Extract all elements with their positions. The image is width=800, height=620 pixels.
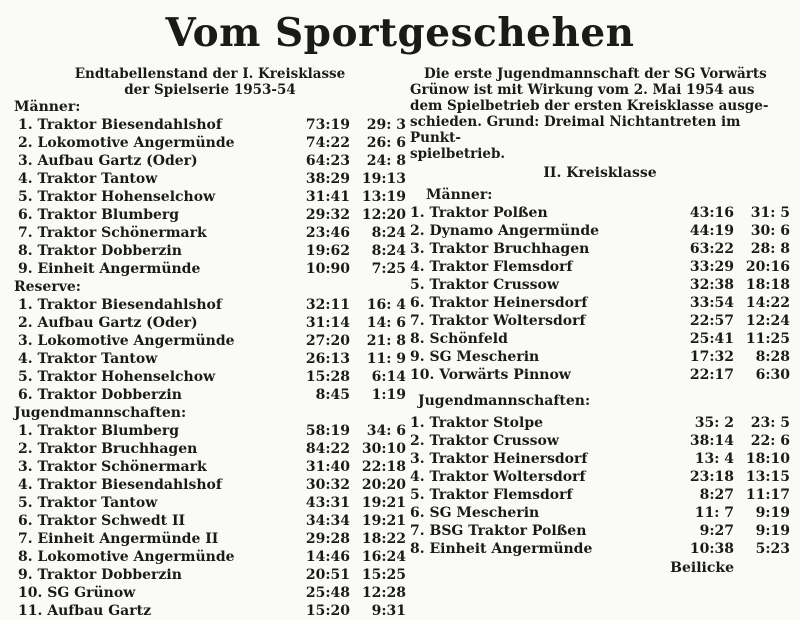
goal-ratio: 84:22 xyxy=(305,441,350,457)
goal-ratio: 22:17 xyxy=(689,367,734,383)
goal-ratio: 38:14 xyxy=(689,433,734,449)
goal-ratio: 33:29 xyxy=(689,259,734,275)
team-name: 6. Traktor Heinersdorf xyxy=(410,295,588,311)
goal-ratio: 23:18 xyxy=(689,469,734,485)
table-row xyxy=(14,314,406,332)
table-row xyxy=(14,440,406,458)
goal-ratio: 31:14 xyxy=(305,315,350,331)
table-row xyxy=(14,116,406,134)
points: 9:19 xyxy=(755,523,790,539)
points: 26: 6 xyxy=(366,135,406,151)
points: 19:21 xyxy=(361,495,406,511)
intro-line: dem Spielbetrieb der ersten Kreisklasse ausge- xyxy=(410,98,769,114)
points: 18:18 xyxy=(745,277,790,293)
team-name: 2. Aufbau Gartz (Oder) xyxy=(18,315,198,331)
standings-jugend-2 xyxy=(410,414,790,558)
table-row xyxy=(14,386,406,404)
table-row xyxy=(14,170,406,188)
goal-ratio: 27:20 xyxy=(305,333,350,349)
table-row xyxy=(14,530,406,548)
table-row xyxy=(410,414,790,432)
team-name: 5. Traktor Hohenselchow xyxy=(18,189,216,205)
points: 11:25 xyxy=(745,331,790,347)
goal-ratio: 32:11 xyxy=(305,297,350,313)
standings-reserve xyxy=(14,296,406,404)
goal-ratio: 8:45 xyxy=(315,387,350,403)
team-name: 2. Lokomotive Angermünde xyxy=(18,135,235,151)
goal-ratio: 11: 7 xyxy=(694,505,734,521)
goal-ratio: 74:22 xyxy=(305,135,350,151)
points: 6:30 xyxy=(755,367,790,383)
team-name: 3. Traktor Heinersdorf xyxy=(410,451,588,467)
table-row xyxy=(410,468,790,486)
points: 30: 6 xyxy=(750,223,790,239)
goal-ratio: 58:19 xyxy=(305,423,350,439)
team-name: 9. SG Mescherin xyxy=(410,349,540,365)
section-heading-jugend: Jugendmannschaften: xyxy=(14,405,187,421)
points: 22: 6 xyxy=(750,433,790,449)
points: 5:23 xyxy=(755,541,790,557)
points: 18:10 xyxy=(745,451,790,467)
table-row xyxy=(14,476,406,494)
table-row xyxy=(14,458,406,476)
points: 9:19 xyxy=(755,505,790,521)
intro-line: schieden. Grund: Dreimal Nichtantreten im Punkt- xyxy=(410,114,741,146)
points: 30:10 xyxy=(361,441,406,457)
table-row xyxy=(14,332,406,350)
team-name: 8. Einheit Angermünde xyxy=(410,541,593,557)
table-row xyxy=(410,432,790,450)
team-name: 10. SG Grünow xyxy=(18,585,136,601)
points: 19:21 xyxy=(361,513,406,529)
table-row xyxy=(410,348,790,366)
team-name: 10. Vorwärts Pinnow xyxy=(410,367,571,383)
team-name: 8. Schönfeld xyxy=(410,331,508,347)
team-name: 3. Aufbau Gartz (Oder) xyxy=(18,153,198,169)
table-row xyxy=(410,312,790,330)
team-name: 6. Traktor Dobberzin xyxy=(18,387,182,403)
points: 20:16 xyxy=(745,259,790,275)
table-row xyxy=(410,222,790,240)
points: 13:19 xyxy=(361,189,406,205)
goal-ratio: 25:41 xyxy=(689,331,734,347)
left-column xyxy=(14,66,406,620)
team-name: 4. Traktor Flemsdorf xyxy=(410,259,573,275)
table-row xyxy=(14,368,406,386)
table-row xyxy=(14,296,406,314)
team-name: 8. Traktor Dobberzin xyxy=(18,243,182,259)
team-name: 2. Traktor Crussow xyxy=(410,433,559,449)
points: 8:24 xyxy=(371,225,406,241)
goal-ratio: 20:51 xyxy=(305,567,350,583)
points: 16:24 xyxy=(361,549,406,565)
table-row xyxy=(14,494,406,512)
table-row xyxy=(14,152,406,170)
points: 8:24 xyxy=(371,243,406,259)
right-column xyxy=(410,66,790,578)
team-name: 1. Traktor Stolpe xyxy=(410,415,544,431)
team-name: 7. Traktor Schönermark xyxy=(18,225,207,241)
section-heading-maenner-2: Männer: xyxy=(426,187,493,203)
author-signature: Beilicke xyxy=(670,560,734,576)
team-name: 5. Traktor Flemsdorf xyxy=(410,487,573,503)
class-title: II. Kreisklasse xyxy=(543,165,657,181)
goal-ratio: 35: 2 xyxy=(694,415,734,431)
goal-ratio: 31:40 xyxy=(305,459,350,475)
team-name: 5. Traktor Hohenselchow xyxy=(18,369,216,385)
team-name: 9. Einheit Angermünde xyxy=(18,261,201,277)
points: 12:28 xyxy=(361,585,406,601)
goal-ratio: 30:32 xyxy=(305,477,350,493)
intro-paragraph xyxy=(410,66,790,162)
points: 1:19 xyxy=(371,387,406,403)
points: 11:17 xyxy=(745,487,790,503)
standings-jugend xyxy=(14,422,406,620)
team-name: 1. Traktor Blumberg xyxy=(18,423,180,439)
goal-ratio: 26:13 xyxy=(305,351,350,367)
team-name: 5. Traktor Crussow xyxy=(410,277,559,293)
intro-line: spielbetrieb. xyxy=(410,146,506,162)
team-name: 1. Traktor Biesendahlshof xyxy=(18,297,222,313)
team-name: 7. Traktor Woltersdorf xyxy=(410,313,586,329)
points: 8:28 xyxy=(755,349,790,365)
intro-line: Die erste Jugendmannschaft der SG Vorwärts xyxy=(424,66,767,82)
points: 14: 6 xyxy=(366,315,406,331)
table-title: Endtabellenstand der I. Kreisklasse xyxy=(74,66,346,82)
team-name: 3. Lokomotive Angermünde xyxy=(18,333,235,349)
team-name: 5. Traktor Tantow xyxy=(18,495,158,511)
table-row xyxy=(14,602,406,620)
goal-ratio: 29:28 xyxy=(305,531,350,547)
table-row xyxy=(410,504,790,522)
team-name: 3. Traktor Schönermark xyxy=(18,459,207,475)
table-row xyxy=(14,224,406,242)
team-name: 6. Traktor Blumberg xyxy=(18,207,180,223)
table-row xyxy=(410,294,790,312)
team-name: 2. Dynamo Angermünde xyxy=(410,223,600,239)
team-name: 3. Traktor Bruchhagen xyxy=(410,241,590,257)
team-name: 7. BSG Traktor Polßen xyxy=(410,523,587,539)
goal-ratio: 43:31 xyxy=(305,495,350,511)
table-row xyxy=(410,540,790,558)
goal-ratio: 15:28 xyxy=(305,369,350,385)
points: 16: 4 xyxy=(366,297,406,313)
table-row xyxy=(410,330,790,348)
points: 11: 9 xyxy=(366,351,406,367)
table-row xyxy=(14,422,406,440)
table-row xyxy=(410,258,790,276)
goal-ratio: 44:19 xyxy=(689,223,734,239)
points: 14:22 xyxy=(745,295,790,311)
points: 6:14 xyxy=(371,369,406,385)
table-row xyxy=(14,188,406,206)
table-row xyxy=(14,566,406,584)
points: 9:31 xyxy=(371,603,406,619)
team-name: 2. Traktor Bruchhagen xyxy=(18,441,198,457)
points: 12:20 xyxy=(361,207,406,223)
points: 24: 8 xyxy=(366,153,406,169)
team-name: 6. Traktor Schwedt II xyxy=(18,513,186,529)
goal-ratio: 8:27 xyxy=(699,487,734,503)
points: 7:25 xyxy=(371,261,406,277)
goal-ratio: 10:90 xyxy=(305,261,350,277)
points: 34: 6 xyxy=(366,423,406,439)
table-row xyxy=(14,206,406,224)
team-name: 4. Traktor Woltersdorf xyxy=(410,469,586,485)
goal-ratio: 63:22 xyxy=(689,241,734,257)
goal-ratio: 38:29 xyxy=(305,171,350,187)
section-heading-reserve: Reserve: xyxy=(14,279,81,295)
points: 21: 8 xyxy=(366,333,406,349)
goal-ratio: 73:19 xyxy=(305,117,350,133)
team-name: 4. Traktor Tantow xyxy=(18,351,158,367)
goal-ratio: 9:27 xyxy=(699,523,734,539)
table-row xyxy=(410,276,790,294)
points: 13:15 xyxy=(745,469,790,485)
table-row xyxy=(14,548,406,566)
goal-ratio: 25:48 xyxy=(305,585,350,601)
table-row xyxy=(14,584,406,602)
points: 23: 5 xyxy=(750,415,790,431)
headline: Vom Sportgeschehen xyxy=(165,10,635,56)
goal-ratio: 64:23 xyxy=(305,153,350,169)
goal-ratio: 19:62 xyxy=(305,243,350,259)
points: 12:24 xyxy=(745,313,790,329)
team-name: 9. Traktor Dobberzin xyxy=(18,567,182,583)
goal-ratio: 17:32 xyxy=(689,349,734,365)
goal-ratio: 43:16 xyxy=(689,205,734,221)
standings-maenner-2 xyxy=(410,204,790,384)
table-row xyxy=(14,512,406,530)
goal-ratio: 34:34 xyxy=(305,513,350,529)
table-row xyxy=(410,240,790,258)
goal-ratio: 32:38 xyxy=(689,277,734,293)
team-name: 1. Traktor Polßen xyxy=(410,205,548,221)
team-name: 4. Traktor Biesendahlshof xyxy=(18,477,222,493)
team-name: 6. SG Mescherin xyxy=(410,505,540,521)
table-subtitle: der Spielserie 1953-54 xyxy=(124,82,296,98)
team-name: 1. Traktor Biesendahlshof xyxy=(18,117,222,133)
standings-maenner xyxy=(14,116,406,278)
table-row xyxy=(410,522,790,540)
section-heading-maenner: Männer: xyxy=(14,99,81,115)
team-name: 11. Aufbau Gartz xyxy=(18,603,152,619)
goal-ratio: 31:41 xyxy=(305,189,350,205)
table-row xyxy=(410,204,790,222)
goal-ratio: 15:20 xyxy=(305,603,350,619)
goal-ratio: 29:32 xyxy=(305,207,350,223)
table-row xyxy=(14,242,406,260)
goal-ratio: 13: 4 xyxy=(694,451,734,467)
section-heading-jugend-2: Jugendmannschaften: xyxy=(418,393,591,409)
table-row xyxy=(410,486,790,504)
table-row xyxy=(410,450,790,468)
points: 19:13 xyxy=(361,171,406,187)
points: 22:18 xyxy=(361,459,406,475)
goal-ratio: 22:57 xyxy=(689,313,734,329)
points: 29: 3 xyxy=(366,117,406,133)
team-name: 4. Traktor Tantow xyxy=(18,171,158,187)
points: 15:25 xyxy=(361,567,406,583)
points: 20:20 xyxy=(361,477,406,493)
table-row xyxy=(14,260,406,278)
table-row xyxy=(14,134,406,152)
team-name: 7. Einheit Angermünde II xyxy=(18,531,219,547)
team-name: 8. Lokomotive Angermünde xyxy=(18,549,235,565)
intro-line: Grünow ist mit Wirkung vom 2. Mai 1954 aus xyxy=(410,82,755,98)
goal-ratio: 10:38 xyxy=(689,541,734,557)
table-row xyxy=(14,350,406,368)
points: 28: 8 xyxy=(750,241,790,257)
goal-ratio: 14:46 xyxy=(305,549,350,565)
goal-ratio: 33:54 xyxy=(689,295,734,311)
points: 18:22 xyxy=(361,531,406,547)
points: 31: 5 xyxy=(750,205,790,221)
table-row xyxy=(410,366,790,384)
goal-ratio: 23:46 xyxy=(305,225,350,241)
